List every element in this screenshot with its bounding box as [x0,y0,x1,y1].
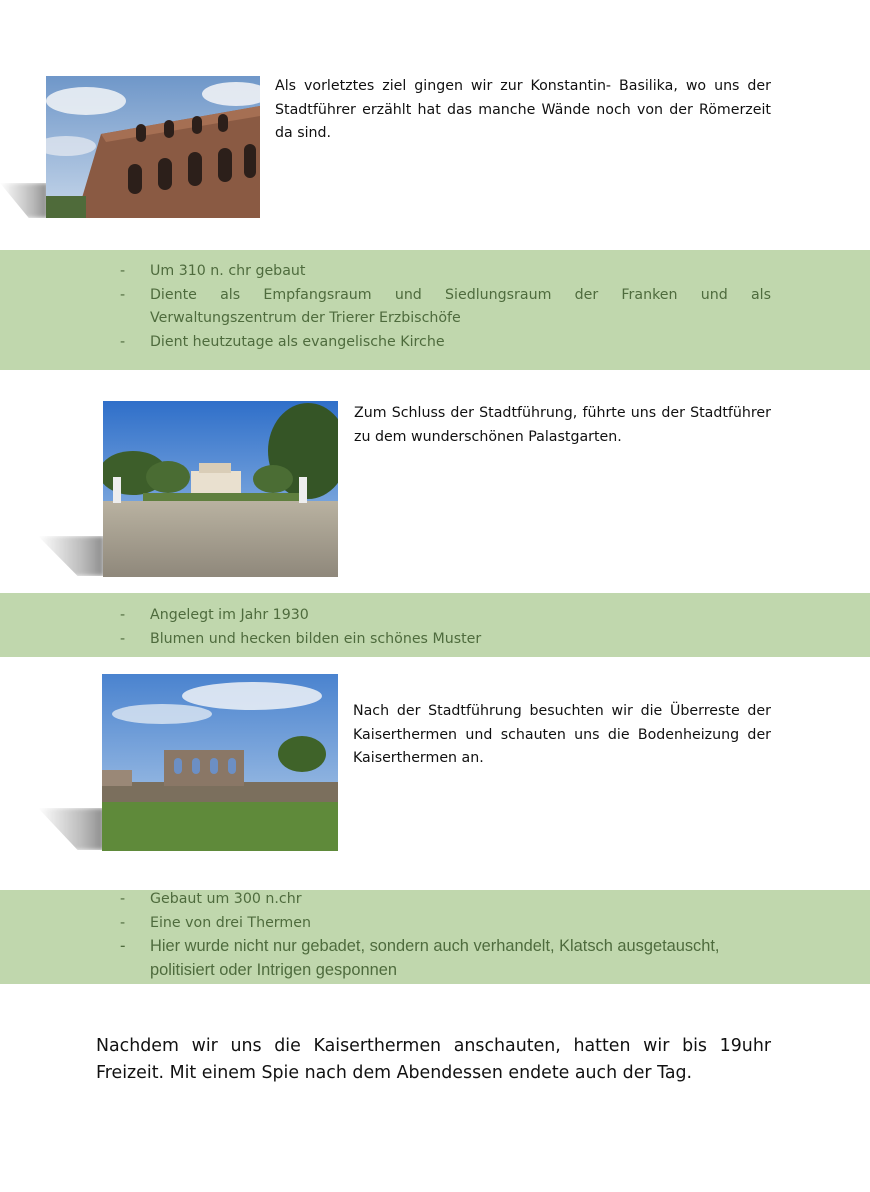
bullet-text: Gebaut um 300 n.chr [150,891,302,907]
palastgarten-photo [103,401,338,577]
dash-marker: - [120,607,126,623]
list-item [120,888,771,912]
closing-paragraph: Nachdem wir uns die Kaiserthermen anschauten, hatten wir bis 19uhr Freizeit. Mit einem Spie nach dem Abendessen endete auch der Tag. [96,1036,771,1083]
bullet-text: Angelegt im Jahr 1930 [150,607,309,623]
list-item [120,331,771,355]
bullet-text: Dient heutzutage als evangelische Kirche [150,333,445,350]
dash-marker: - [120,286,126,303]
section3-band [0,890,870,984]
dash-marker: - [120,630,126,647]
photo-shadow [38,536,104,576]
dash-marker: - [120,333,126,350]
list-item [120,628,771,652]
dash-marker: - [120,263,126,279]
list-item [120,935,771,982]
photo-shadow [0,183,48,218]
list-item [120,260,771,284]
section3-bullet-list [120,888,771,982]
bullet-text: Um 310 n. chr gebaut [150,263,306,279]
section2-band [0,593,870,657]
dash-marker: - [120,891,126,907]
bullet-text: Eine von drei Thermen [150,914,311,931]
list-item [120,604,771,628]
kaiserthermen-photo [102,674,338,851]
dash-marker: - [120,914,126,931]
section2-bullet-list [120,604,771,651]
section2-text: Zum Schluss der Stadtführung, führte uns der Stadtführer zu dem wunderschönen Palastgarten. [354,405,771,445]
section3-text: Nach der Stadtführung besuchten wir die Überreste der Kaiserthermen und schauten uns die Bodenheizung der Kaiserthermen an. [353,703,771,766]
bullet-text: Diente als Empfangsraum und Siedlungsraum der Franken und als Verwaltungszentrum der Trierer Erzbischöfe [150,286,771,326]
list-item [120,912,771,936]
dash-marker: - [120,937,126,955]
section1-bullet-list [120,260,771,354]
bullet-text: Blumen und hecken bilden ein schönes Muster [150,630,482,647]
basilika-photo [46,76,260,218]
list-item [120,284,771,331]
photo-shadow [38,808,104,850]
section1-text: Als vorletztes ziel gingen wir zur Konstantin- Basilika, wo uns der Stadtführer erzählt hat das manche Wände noch von der Römerzeit da sind. [275,78,771,141]
bullet-text: Hier wurde nicht nur gebadet, sondern auch verhandelt, Klatsch ausgetauscht, politisiert oder Intrigen gesponnen [150,937,720,979]
section1-band [0,250,870,370]
